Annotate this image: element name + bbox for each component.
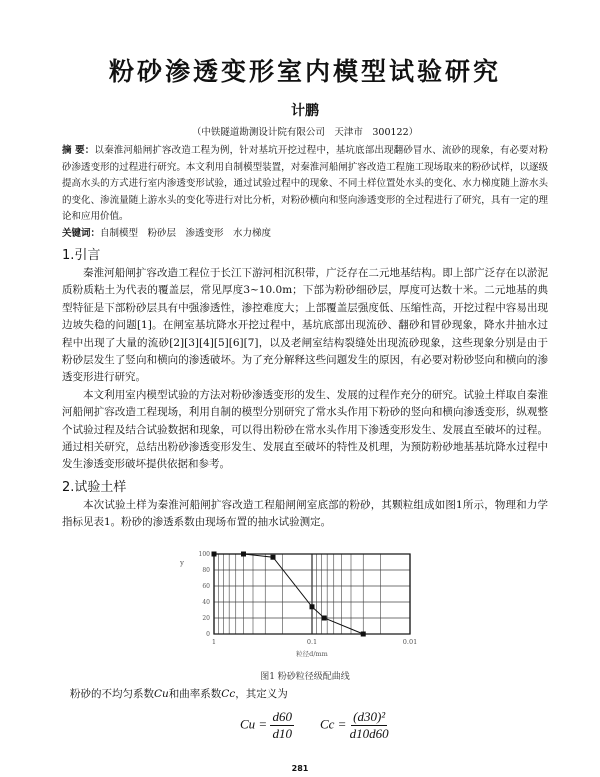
y-tick-label: 60	[202, 582, 210, 590]
keywords	[62, 226, 548, 243]
keywords-text: 自制模型 粉砂层 渗透变形 水力梯度	[100, 227, 272, 239]
grain-size-chart	[170, 546, 440, 670]
data-point	[241, 551, 246, 556]
abstract	[62, 143, 548, 226]
y-tick-label: 40	[202, 598, 210, 606]
x-axis-label: 粒径d/mm	[296, 649, 328, 658]
paragraph: 本次试验土样为秦淮河船闸扩容改造工程船闸闸室底部的粉砂，其颗粒组成如图1所示，物理和力学指标见表1。粉砂的渗透系数由现场布置的抽水试验测定。	[62, 498, 548, 529]
cu-formula	[240, 709, 294, 742]
cc-denominator: d10d60	[349, 725, 389, 741]
cu-lhs: Cu =	[240, 716, 268, 732]
paragraph: 秦淮河船闸扩容改造工程位于长江下游河相沉积带，广泛存在二元地基结构。即上部广泛存在以淤泥质粉质粘土为代表的覆盖层，常见厚度3~10.0m；下部为粉砂细砂层，厚度可达数十米。二元地基的典型特征是下部粉砂层具有中强渗透性，渗控难度大；上部覆盖层强度低、压缩性高，开挖过程中容易出现边坡失稳的问题[1]。在闸室基坑降水开挖过程中，基坑底部出现流砂、翻砂和冒砂现象，降水井抽水过程中出现了大量的流砂[2][3][4][5][6][7]，以及老闸室结构裂缝处出现流砂现象，这些现象分别是由于粉砂层发生了竖向和横向的渗透破坏。为了充分解释这些问题发生的原因，有必要对粉砂竖向和横向的渗透变形进行研究。	[62, 267, 548, 384]
def-pre: 粉砂的不均匀系数	[70, 687, 154, 700]
y-tick-label: 80	[202, 566, 210, 574]
paragraph: 本文利用室内模型试验的方法对粉砂渗透变形的发生、发展的过程作充分的研究。试验土样取自秦淮河船闸扩容改造工程现场，利用自制的模型分别研究了常水头作用下粉砂的竖向和横向渗透变形，纵观整个试验过程及结合试验数据和现象，可以得出粉砂在常水头作用下渗透变形发生、发展直至破坏的过程。通过相关研究，总结出粉砂渗透变形发生、发展直至破坏的特性及机理，为预防粉砂地基基坑降水过程中发生渗透变形破坏提供依据和参考。	[62, 388, 548, 471]
y-tick-label: 0	[206, 630, 210, 638]
x-tick-label: 1	[211, 637, 217, 646]
section-heading-soil-sample: 2.试验土样	[62, 479, 127, 495]
cu-numerator: d60	[272, 708, 292, 724]
affiliation: （中铁隧道勘测设计院有限公司 天津市 300122）	[191, 127, 419, 138]
def-post: ，其定义为	[235, 687, 288, 700]
y-axis-label: y	[180, 558, 184, 567]
figure-caption: 图1 粉砂粒径级配曲线	[260, 671, 350, 682]
cc-formula	[320, 709, 389, 742]
cc-symbol: Cc	[221, 687, 236, 700]
y-tick-label: 100	[198, 550, 210, 558]
x-tick-label: 0.1	[306, 637, 318, 646]
data-point	[361, 631, 366, 636]
cc-numerator: (d30)²	[353, 708, 386, 724]
abstract-text: 以秦淮河船闸扩容改造工程为例，针对基坑开挖过程中，基坑底部出现翻砂冒水、流砂的现象，有必要对粉砂渗透变形的过程进行研究。本文利用自制模型装置，对秦淮河船闸扩容改造工程施工现场取来的粉砂试样，以逐级提高水头的方式进行室内渗透变形试验，通过试验过程中的现象、不同土样位置处水头的变化、水力梯度随上游水头的变化、渗流量随上游水头的变化等进行对比分析，对粉砂横向和竖向渗透变形的全过程进行了研究，具有一定的理论和应用价值。	[62, 145, 548, 222]
definition-text	[62, 686, 548, 703]
data-point	[310, 604, 315, 609]
def-mid: 和曲率系数	[168, 687, 222, 700]
formula	[240, 709, 548, 742]
y-tick-label: 20	[202, 614, 210, 622]
author: 计鹏	[291, 103, 319, 119]
figure	[62, 546, 548, 670]
data-point	[322, 615, 327, 620]
x-tick-label: 0.01	[402, 637, 418, 646]
page-number: 281	[291, 764, 309, 773]
keywords-label: 关键词：	[62, 227, 101, 239]
abstract-label: 摘 要：	[62, 145, 95, 156]
cc-lhs: Cc =	[319, 716, 347, 732]
series-line	[214, 554, 363, 634]
cu-denominator: d10	[272, 725, 292, 741]
data-point	[212, 551, 217, 556]
cu-symbol: Cu	[154, 687, 169, 700]
paper-title: 粉砂渗透变形室内模型试验研究	[108, 57, 501, 86]
data-point	[271, 554, 276, 559]
text-column	[62, 56, 548, 742]
section-heading-introduction: 1.引言	[62, 248, 101, 263]
